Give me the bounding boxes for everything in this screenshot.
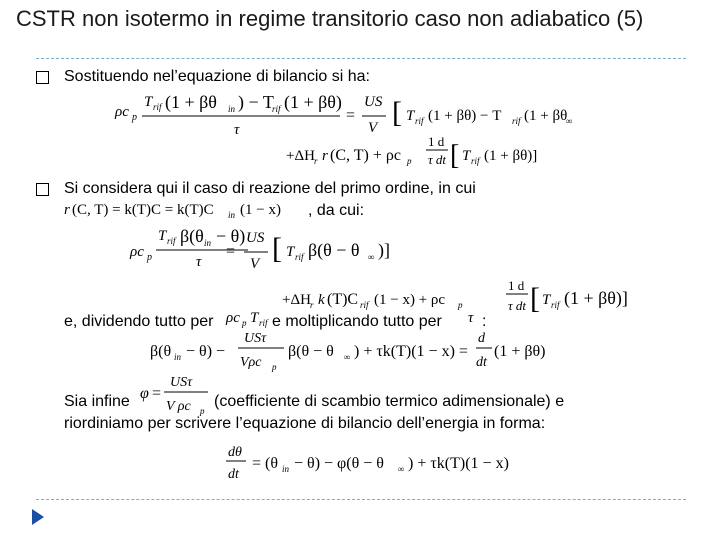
colon-text: : <box>482 313 487 330</box>
svg-text:rif: rif <box>512 116 521 126</box>
svg-text:=: = <box>346 107 356 124</box>
svg-text:τ dt: τ dt <box>508 298 527 313</box>
svg-text:rif: rif <box>415 116 424 126</box>
svg-text:∞: ∞ <box>368 252 375 262</box>
svg-text:+ΔH: +ΔH <box>286 148 315 164</box>
sia-infine-text: Sia infine <box>64 393 130 410</box>
bullet-text-substitution: Sostituendo nel’equazione di bilancio si ha: <box>64 68 370 85</box>
svg-text:V ρc: V ρc <box>166 399 191 414</box>
svg-text:dt: dt <box>228 467 239 482</box>
svg-text:T: T <box>462 148 471 164</box>
svg-text:rif: rif <box>295 252 304 262</box>
svg-text:T: T <box>144 94 153 110</box>
svg-text:in: in <box>228 210 236 220</box>
svg-text:p: p <box>147 252 152 263</box>
svg-text:Vρc: Vρc <box>240 355 262 370</box>
svg-text:) + τk(T)(1 − x) =: ) + τk(T)(1 − x) = <box>354 343 468 360</box>
svg-text:rif: rif <box>167 236 176 246</box>
svg-text:(1 + βθ)]: (1 + βθ)] <box>564 288 628 308</box>
coefficient-text: (coefficiente di scambio termico adimensionale) e <box>214 393 565 410</box>
svg-text:1 d: 1 d <box>508 278 525 293</box>
svg-text:(1 − x) + ρc: (1 − x) + ρc <box>374 292 446 308</box>
svg-text:∞: ∞ <box>398 464 405 474</box>
svg-text:p: p <box>458 300 463 310</box>
svg-text:− θ) − φ(θ − θ: − θ) − φ(θ − θ <box>294 455 384 472</box>
bullet-text-first-order: Si considera qui il caso di reazione del primo ordine, in cui <box>64 180 476 197</box>
svg-text:+ΔH: +ΔH <box>282 292 311 308</box>
svg-text:(T)C: (T)C <box>327 291 359 308</box>
svg-text:p: p <box>407 156 412 166</box>
svg-text:rif: rif <box>259 318 268 328</box>
svg-text:k: k <box>318 292 325 308</box>
svg-text:r: r <box>64 202 70 218</box>
svg-text:(1 + βθ): (1 + βθ) <box>494 343 546 360</box>
svg-text:τ: τ <box>196 254 202 270</box>
svg-text:β(θ − θ: β(θ − θ <box>288 343 334 360</box>
svg-text:∞: ∞ <box>566 116 573 126</box>
phi-definition-equation <box>138 372 210 418</box>
svg-text:ρc: ρc <box>115 104 129 120</box>
svg-text:(1 + βθ): (1 + βθ) <box>284 92 342 112</box>
svg-text:p: p <box>272 362 277 372</box>
svg-text:dt: dt <box>476 355 487 370</box>
svg-text:)]: )] <box>378 240 390 260</box>
svg-text:US: US <box>364 94 383 110</box>
svg-text:φ: φ <box>140 385 149 402</box>
svg-text:τ: τ <box>234 122 240 138</box>
svg-text:(C, T) = k(T)C = k(T)C: (C, T) = k(T)C = k(T)C <box>72 202 214 218</box>
svg-text:in: in <box>204 238 212 248</box>
svg-text:− θ) −: − θ) − <box>186 343 226 360</box>
svg-text:(1 + βθ: (1 + βθ <box>165 92 217 112</box>
svg-text:β(θ: β(θ <box>150 343 172 360</box>
svg-text:d: d <box>478 331 485 346</box>
energy-balance-equation-1 <box>110 88 573 171</box>
square-bullet-icon <box>36 183 49 196</box>
svg-text:US: US <box>246 230 265 246</box>
svg-text:β(θ: β(θ <box>180 226 204 246</box>
svg-text:=: = <box>152 385 162 402</box>
svg-text:in: in <box>282 464 290 474</box>
svg-text:r: r <box>322 148 328 164</box>
svg-text:dθ: dθ <box>228 445 242 460</box>
energy-balance-equation-3 <box>148 328 546 378</box>
svg-text:in: in <box>174 352 182 362</box>
svg-text:V: V <box>250 256 260 272</box>
svg-text:rif: rif <box>551 300 560 310</box>
final-energy-balance-equation <box>224 440 514 486</box>
top-divider <box>36 58 686 59</box>
first-order-tail-text: , da cui: <box>308 202 365 219</box>
svg-text:r: r <box>314 156 318 166</box>
svg-text:= (θ: = (θ <box>252 455 279 472</box>
first-order-rate-equation <box>62 196 312 222</box>
svg-text:T: T <box>406 108 415 124</box>
svg-text:(1 + βθ: (1 + βθ <box>524 108 568 124</box>
svg-text:) − T: ) − T <box>238 92 274 112</box>
svg-text:T: T <box>286 244 295 260</box>
slide-title: CSTR non isotermo in regime transitorio caso non adiabatico (5) <box>16 6 644 31</box>
svg-text:USτ: USτ <box>170 375 193 390</box>
svg-text:∞: ∞ <box>344 352 351 362</box>
rho-cp-trif-inline <box>224 306 270 330</box>
multiply-by-text: e moltiplicando tutto per <box>272 313 442 330</box>
divide-by-text: e, dividendo tutto per <box>64 313 214 330</box>
svg-text:(1 + βθ)]: (1 + βθ)] <box>484 148 538 164</box>
svg-text:USτ: USτ <box>244 331 267 346</box>
svg-text:ρc: ρc <box>226 310 240 326</box>
svg-text:(1 − x): (1 − x) <box>240 202 281 218</box>
square-bullet-icon <box>36 71 49 84</box>
svg-text:rif: rif <box>153 102 162 112</box>
svg-text:[: [ <box>392 96 402 129</box>
svg-text:τ: τ <box>468 310 474 326</box>
svg-text:T: T <box>158 228 167 244</box>
svg-text:rif: rif <box>272 104 281 114</box>
bottom-divider <box>36 499 686 500</box>
svg-text:β(θ − θ: β(θ − θ <box>308 240 360 260</box>
svg-text:in: in <box>228 104 236 114</box>
svg-text:T: T <box>542 292 551 308</box>
svg-text:T: T <box>250 310 259 326</box>
svg-text:τ dt: τ dt <box>428 152 447 167</box>
svg-text:[: [ <box>450 140 460 171</box>
svg-text:rif: rif <box>360 300 369 310</box>
svg-text:ρc: ρc <box>130 244 144 260</box>
energy-balance-equation-2 <box>122 224 642 324</box>
reorder-text: riordiniamo per scrivere l’equazione di bilancio dell’energia in forma: <box>64 415 546 432</box>
svg-text:rif: rif <box>471 156 480 166</box>
svg-text:p: p <box>242 318 247 328</box>
svg-text:(1 + βθ) − T: (1 + βθ) − T <box>428 108 502 124</box>
svg-text:=: = <box>226 243 236 260</box>
nav-arrow-icon[interactable] <box>32 509 44 525</box>
tau-inline <box>466 306 482 330</box>
svg-text:) + τk(T)(1 − x): ) + τk(T)(1 − x) <box>408 455 509 472</box>
svg-text:p: p <box>132 112 137 123</box>
svg-text:[: [ <box>530 282 540 315</box>
svg-text:p: p <box>200 406 205 416</box>
svg-text:− θ): − θ) <box>216 226 246 246</box>
svg-text:r: r <box>310 300 314 310</box>
svg-text:[: [ <box>272 232 282 265</box>
svg-text:1 d: 1 d <box>428 134 445 149</box>
svg-text:(C, T) + ρc: (C, T) + ρc <box>330 147 401 164</box>
svg-text:V: V <box>368 120 378 136</box>
